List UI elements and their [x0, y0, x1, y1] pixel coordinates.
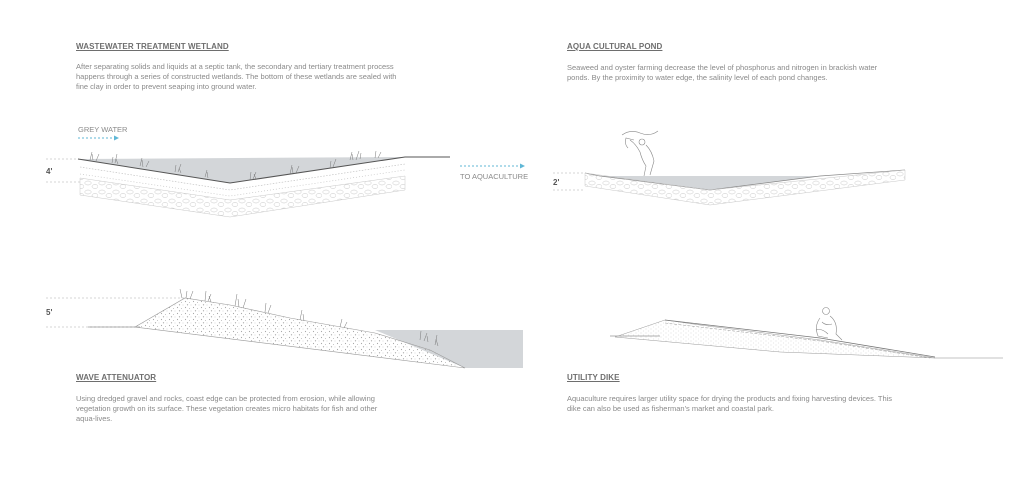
pond-description: Seaweed and oyster farming decrease the level of phosphorus and nitrogen in brackish water ponds. By the proximity to water edge, the salinity level of each pond changes.: [567, 63, 878, 82]
to-aquaculture-arrow: [460, 164, 525, 169]
dike-description: Aquaculture requires larger utility space for drying the products and fixing harvesting devices. This dike can also be used as fisherman's market and coastal park.: [567, 394, 893, 413]
pond-worker-figure: [622, 131, 658, 176]
grey-water-arrow: [78, 136, 119, 141]
attenuator-section: [46, 289, 523, 368]
attenuator-depth-label: 5': [46, 308, 53, 317]
attenuator-title: WAVE ATTENUATOR: [76, 373, 157, 382]
wetland-depth-label: 4': [46, 167, 53, 176]
to-aquaculture-label: TO AQUACULTURE: [460, 172, 529, 181]
wetland-description: After separating solids and liquids at a septic tank, the secondary and tertiary treatment process happens through a series of constructed wetlands. The bottom of these wetlands are sealed with fine clay in order to prevent seaping into ground water.: [76, 62, 397, 91]
wetland-water: [78, 157, 405, 183]
wetland-section: [46, 136, 525, 218]
wetland-title: WASTEWATER TREATMENT WETLAND: [76, 42, 229, 51]
dike-people-figure: [816, 308, 842, 341]
dike-section: [610, 308, 1003, 359]
pond-title: AQUA CULTURAL POND: [567, 42, 663, 51]
pond-section: [553, 131, 905, 205]
dike-gravel-body: [615, 320, 935, 358]
dike-title: UTILITY DIKE: [567, 373, 620, 382]
attenuator-description: Using dredged gravel and rocks, coast edge can be protected from erosion, while allowing vegetation growth on its surface. These vegetation creates micro habitats for fish and other aqua-lives.: [76, 394, 378, 423]
grey-water-label: GREY WATER: [78, 125, 128, 134]
pond-depth-label: 2': [553, 178, 560, 187]
pond-rock-layer: [585, 170, 905, 205]
wetland-rock-layer: [80, 176, 405, 217]
